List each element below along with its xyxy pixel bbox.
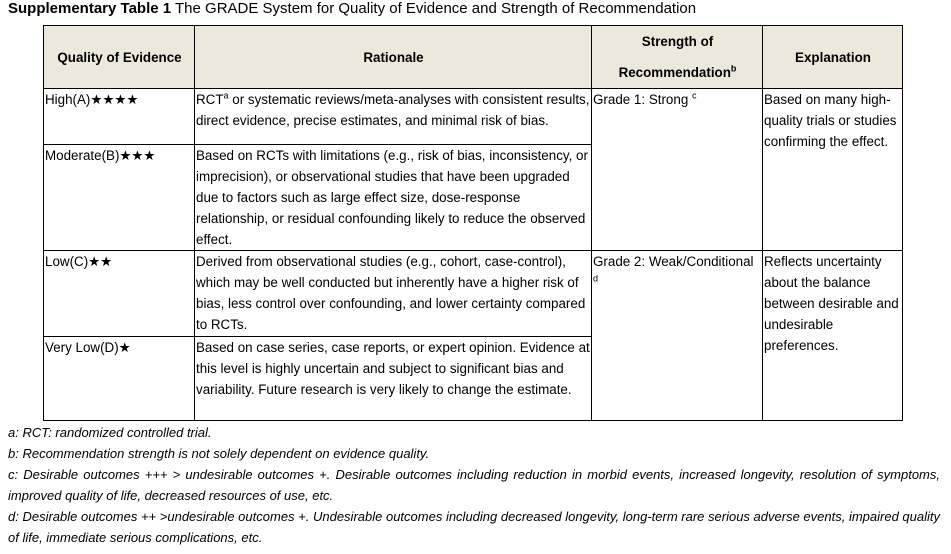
table-caption [8, 0, 696, 17]
grade-weak-sup: d [593, 273, 599, 284]
rationale-very-low: Based on case series, case reports, or expert opinion. Evidence at this level is highly uncertain and subject to significant bias and variability. Future research is very likely to change the estimate. [195, 337, 592, 421]
grade-strong [592, 89, 763, 251]
quality-high: High(A)★★★★ [44, 89, 195, 145]
footnote-a: a: RCT: randomized controlled trial. [8, 425, 212, 440]
footnote-b: b: Recommendation strength is not solely dependent on evidence quality. [8, 446, 430, 461]
rationale-high [195, 89, 592, 145]
grade-strong-label: Grade 1: Strong [593, 92, 689, 107]
rationale-high-sup: a [223, 90, 229, 101]
header-quality: Quality of Evidence [44, 26, 195, 89]
header-row [44, 26, 903, 89]
caption-title: The GRADE System for Quality of Evidence and Strength of Recommendation [175, 0, 697, 17]
quality-moderate: Moderate(B)★★★ [44, 145, 195, 251]
footnote-d: d: Desirable outcomes ++ >undesirable outcomes +. Undesirable outcomes including decreased longevity, long-term rare serious adverse events, impaired quality of life, immediate serious complications, etc. [8, 509, 940, 545]
grade-table [43, 25, 903, 421]
header-rationale: Rationale [195, 26, 592, 89]
grade-weak [592, 251, 763, 421]
rationale-high-prefix: RCT [196, 92, 224, 107]
header-strength-sup: b [730, 63, 737, 74]
footnote-c: c: Desirable outcomes +++ > undesirable outcomes +. Desirable outcomes including reduction in morbid events, increased longevity, resolution of symptoms, improved quality of life, decreased resources of use, etc. [8, 467, 940, 503]
rationale-high-text: or systematic reviews/meta-analyses with consistent results, direct evidence, precise estimates, and minimal risk of bias. [196, 92, 590, 128]
header-strength-text: Strength of Recommendation [618, 34, 731, 80]
quality-very-low: Very Low(D)★ [44, 337, 195, 421]
grade-weak-label: Grade 2: Weak/Conditional [593, 254, 754, 269]
footnotes [8, 422, 940, 548]
rationale-moderate: Based on RCTs with limitations (e.g., risk of bias, inconsistency, or imprecision), or observational studies that have been upgraded due to factors such as large effect size, dose-response relationship, or residual confounding likely to reduce the observed effect. [195, 145, 592, 251]
explanation-weak: Reflects uncertainty about the balance between desirable and undesirable preferences. [763, 251, 903, 421]
table-row [44, 89, 903, 145]
caption-label: Supplementary Table 1 [8, 0, 172, 17]
explanation-strong: Based on many high-quality trials or studies confirming the effect. [763, 89, 903, 251]
grade-strong-sup: c [692, 90, 697, 101]
quality-low: Low(C)★★ [44, 251, 195, 337]
table-row [44, 251, 903, 337]
header-strength [592, 26, 763, 89]
header-explanation: Explanation [763, 26, 903, 89]
rationale-low: Derived from observational studies (e.g., cohort, case-control), which may be well conducted but inherently have a higher risk of bias, less control over confounding, and lower certainty compared to RCTs. [195, 251, 592, 337]
